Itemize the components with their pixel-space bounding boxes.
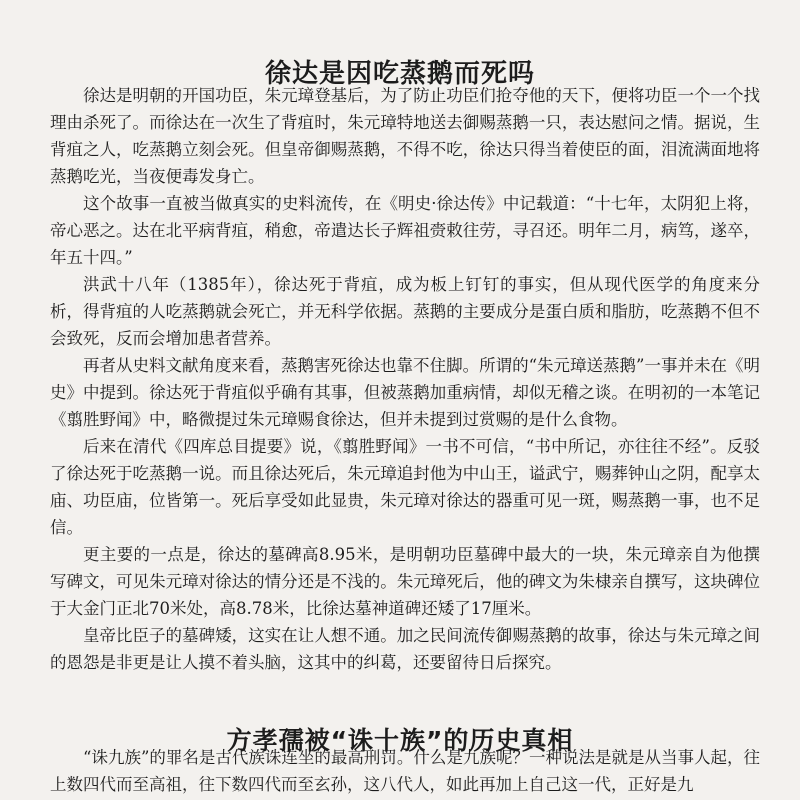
paragraph: 皇帝比臣子的墓碑矮，这实在让人想不通。加之民间流传御赐蒸鹅的故事，徐达与朱元璋之间的恩怨是非更是让人摸不着头脑，这其中的纠葛，还要留待日后探究。 (50, 626, 760, 672)
section-title-xu-da: 徐达是因吃蒸鹅而死吗 (264, 59, 535, 90)
paragraph: 徐达是明朝的开国功臣，朱元璋登基后，为了防止功臣们抢夺他的天下，便将功臣一个一个找理由杀死了。而徐达在一次生了背疽时，朱元璋特地送去御赐蒸鹅一只，表达慰问之情。据说，生背疽之人，吃蒸鹅立刻会死。但皇帝御赐蒸鹅，不得不吃，徐达只得当着使臣的面，泪流满面地将蒸鹅吃光，当夜便毒发身亡。 (50, 86, 760, 186)
paragraph: 再者从史料文献角度来看，蒸鹅害死徐达也靠不住脚。所谓的“朱元璋送蒸鹅”一事并未在《明史》中提到。徐达死于背疽似乎确有其事，但被蒸鹅加重病情，却似无稽之谈。在明初的一本笔记《翦胜野闻》中，略微提过朱元璋赐食徐达，但并未提到过赏赐的是什么食物。 (50, 356, 760, 429)
paragraph: 这个故事一直被当做真实的史料流传，在《明史·徐达传》中记载道：“十七年，太阴犯上将，帝心恶之。达在北平病背疽，稍愈，帝遣达长子辉祖赍敕往劳，寻召还。明年二月，病笃，遂卒，年五十四。” (50, 194, 760, 267)
paragraph: 后来在清代《四库总目提要》说，《翦胜野闻》一书不可信，“书中所记，亦往往不经”。反驳了徐达死于吃蒸鹅一说。而且徐达死后，朱元璋追封他为中山王，谥武宁，赐葬钟山之阴，配享太庙、功臣庙，位皆第一。死后享受如此显贵，朱元璋对徐达的器重可见一斑，赐蒸鹅一事，也不足信。 (50, 437, 760, 537)
paragraph: 洪武十八年（1385年），徐达死于背疽，成为板上钉钉的事实，但从现代医学的角度来分析，得背疽的人吃蒸鹅就会死亡，并无科学依据。蒸鹅的主要成分是蛋白质和脂肪，吃蒸鹅不但不会致死，反而会增加患者营养。 (50, 275, 760, 348)
paragraph: “诛九族”的罪名是古代族诛连坐的最高刑罚。什么是九族呢？一种说法是就是从当事人起，往上数四代而至高祖，往下数四代而至玄孙，这八代人，如此再加上自己这一代，正好是九 (50, 748, 760, 794)
section-body-xu-da (50, 82, 760, 676)
section-body-fang-xiaoru (50, 744, 760, 798)
paragraph: 更主要的一点是，徐达的墓碑高8.95米，是明朝功臣墓碑中最大的一块，朱元璋亲自为他撰写碑文，可见朱元璋对徐达的情分还是不浅的。朱元璋死后，他的碑文为朱棣亲自撰写，这块碑位于大金门正北70米处，高8.78米，比徐达墓神道碑还矮了17厘米。 (50, 545, 760, 618)
section-title-fang-xiaoru: 方孝孺被“诛十族”的历史真相 (226, 725, 574, 755)
